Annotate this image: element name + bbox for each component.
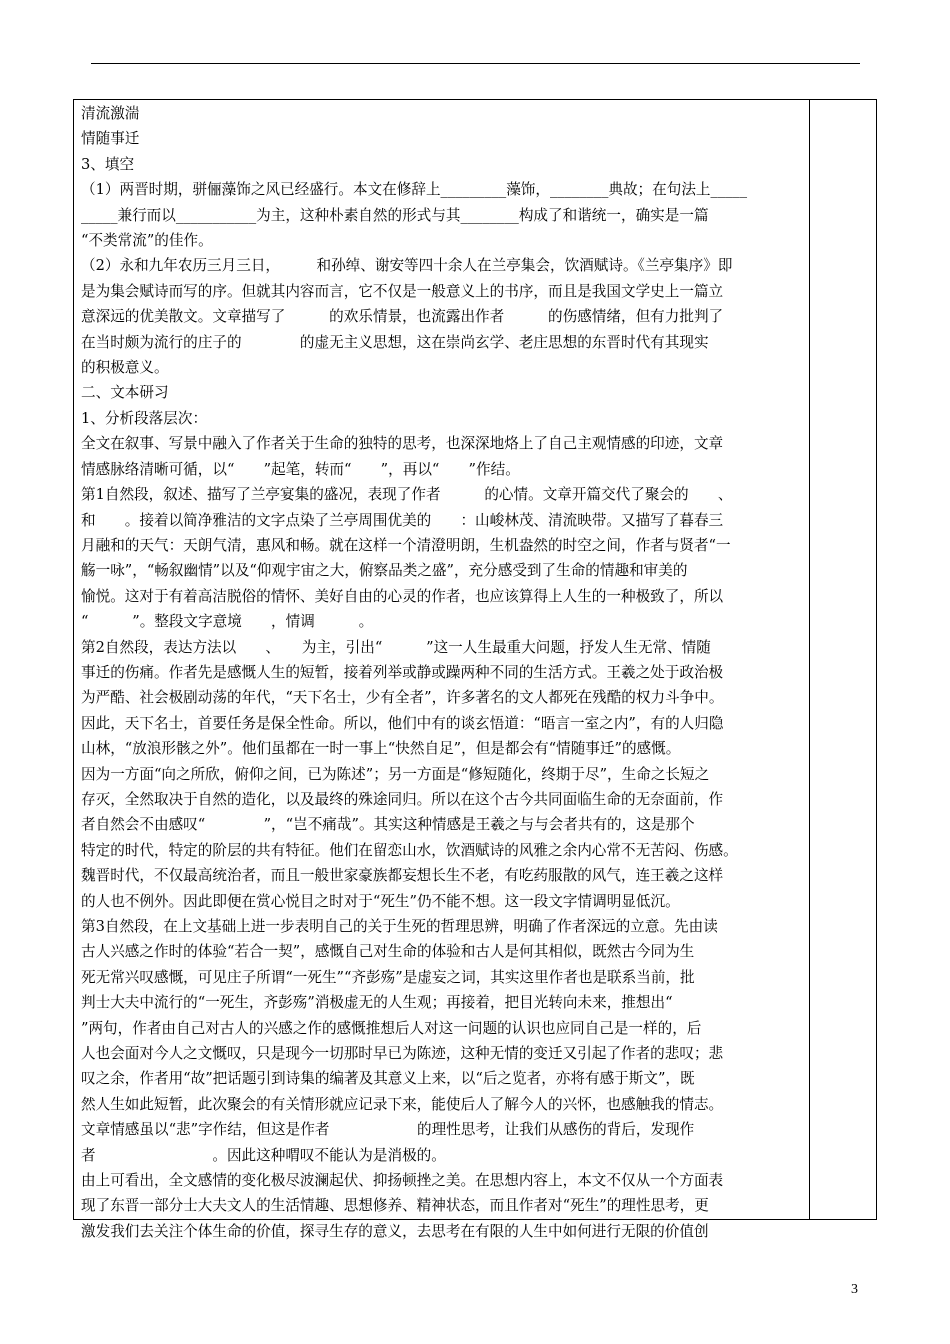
text-line: 因为一方面“向之所欣，俯仰之间，已为陈述”；另一方面是“修短随化，终期于尽”，生命之长短之 — [81, 765, 710, 783]
text-line: 山林，“放浪形骸之外”。他们虽都在一时一事上“快然自足”，但是都会有“情随事迁”的感慨。 — [81, 740, 681, 758]
text-line: 为严酷、社会极剧动荡的年代，“天下名士，少有全者”，许多著名的文人都死在残酷的权力斗争中。 — [81, 689, 724, 707]
text-line: 意深远的优美散文。文章描写了 的欢乐情景，也流露出作者 的伤感情绪，但有力批判了 — [81, 308, 724, 326]
text-line: 古人兴感之作时的体验“若合一契”，感慨自己对生命的体验和古人是何其相似，既然古今同为生 — [81, 943, 695, 961]
text-line: 者 。因此这种喟叹不能认为是消极的。 — [81, 1146, 446, 1164]
text-line: 全文在叙事、写景中融入了作者关于生命的独特的思考，也深深地烙上了自己主观情感的印迹，文章 — [81, 435, 724, 453]
header-rule — [91, 63, 860, 64]
text-line: 魏晋时代，不仅最高统治者，而且一般世家豪族都妄想长生不老，有吃药服散的风气，连王羲之这样 — [81, 867, 724, 885]
text-line: 存灭，全然取决于自然的造化，以及最终的殊途同归。所以在这个古今共同面临生命的无奈面前，作 — [81, 790, 724, 808]
text-line: （2）永和九年农历三月三日， 和孙绰、谢安等四十余人在兰亭集会，饮酒赋诗。《兰亭集序》即 — [81, 257, 733, 275]
text-line: 事迁的伤痛。作者先是感慨人生的短暂，接着列举或静或躁两种不同的生活方式。王羲之处于政治极 — [81, 663, 724, 681]
text-line: 现了东晋一部分士大夫文人的生活情趣、思想修养、精神状态，而且作者对“死生”的理性思考，更 — [81, 1197, 709, 1215]
text-line: 情感脉络清晰可循，以“ ”起笔，转而“ ”，再以“ ”作结。 — [81, 460, 520, 478]
text-line: 情随事迁 — [81, 130, 140, 148]
text-line: 二、文本研习 — [81, 384, 169, 402]
text-line: 1、分析段落层次： — [81, 409, 208, 427]
table-column-divider — [809, 99, 810, 1220]
text-line: 者自然会不由感叹“ ”，“岂不痛哉”。其实这种情感是王羲之与与会者共有的，这是那个 — [81, 816, 695, 834]
text-line: 第2自然段，表达方法以 、 为主，引出“ ”这一人生最重大问题，抒发人生无常、情随 — [81, 638, 711, 656]
text-line: 第3自然段，在上文基础上进一步表明自己的关于生死的哲理思辨，明确了作者深远的立意。先由读 — [81, 918, 718, 935]
text-line: 叹之余，作者用“故”把话题引到诗集的编著及其意义上来，以“后之览者，亦将有感于斯文”，既 — [81, 1070, 695, 1088]
text-line: 月融和的天气：天朗气清，惠风和畅。就在这样一个清澄明朗，生机盎然的时空之间，作者与贤者“一 — [81, 536, 731, 554]
text-line: 是为集会赋诗而写的序。但就其内容而言，它不仅是一般意义上的书序，而且是我国文学史上一篇立 — [81, 282, 724, 300]
text-line: 判士大夫中流行的“一死生，齐彭殇”消极虚无的人生观；再接着，把目光转向未来，推想出“ — [81, 994, 673, 1012]
text-line: 3、填空 — [81, 155, 135, 173]
text-line: _____兼行而以___________为主，这种朴素自然的形式与其________构成了和谐统一，确实是一篇 — [81, 206, 709, 224]
text-line: 第1自然段，叙述、描写了兰亭宴集的盛况，表现了作者 的心情。文章开篇交代了聚会的 、 — [81, 486, 733, 504]
text-line: 的积极意义。 — [81, 359, 169, 377]
text-line: 然人生如此短暂，此次聚会的有关情形就应记录下来，能使后人了解今人的兴怀，也感触我的情志。 — [81, 1095, 724, 1113]
text-line: 人也会面对今人之文慨叹，只是现今一切那时早已为陈迹，这种无情的变迁又引起了作者的悲叹；悲 — [81, 1045, 724, 1063]
text-line: 觞一咏”，“畅叙幽情”以及“仰观宇宙之大，俯察品类之盛”，充分感受到了生命的情趣和审美的 — [81, 562, 688, 580]
text-line: ”两句，作者由自己对古人的兴感之作的感慨推想后人对这一问题的认识也应同自己是一样的，后 — [81, 1019, 702, 1037]
document-body — [81, 101, 803, 1244]
text-line: 清流激湍 — [81, 105, 140, 122]
text-line: 由上可看出，全文感情的变化极尽波澜起伏、抑扬顿挫之美。在思想内容上，本文不仅从一个方面表 — [81, 1172, 724, 1190]
text-line: 文章情感虽以“悲”字作结，但这是作者 的理性思考，让我们从感伤的背后，发现作 — [81, 1121, 695, 1139]
text-line: 的人也不例外。因此即便在赏心悦目之时对于“死生”仍不能不想。这一段文字情调明显低沉。 — [81, 892, 680, 910]
text-line: “不类常流”的佳作。 — [81, 232, 213, 250]
text-line: “ ”。整段文字意境 ，情调 。 — [81, 613, 374, 631]
text-line: 愉悦。这对于有着高洁脱俗的情怀、美好自由的心灵的作者，也应该算得上人生的一种极致了，所以 — [81, 587, 724, 605]
text-line: 激发我们去关注个体生命的价值，探寻生存的意义，去思考在有限的人生中如何进行无限的价值创 — [81, 1222, 709, 1240]
text-line: 和 。接着以简净雅洁的文字点染了兰亭周围优美的 ：山峻林茂、清流映带。又描写了暮春三 — [81, 511, 724, 529]
text-line: 特定的时代，特定的阶层的共有特征。他们在留恋山水，饮酒赋诗的风雅之余内心常不无苦闷、伤感。 — [81, 841, 738, 859]
text-line: 死无常兴叹感慨，可见庄子所谓“一死生”“齐彭殇”是虚妄之词，其实这里作者也是联系当前，批 — [81, 968, 695, 986]
text-line: （1）两晋时期，骈俪藻饰之风已经盛行。本文在修辞上_________藻饰，________典故；在句法上_____ — [81, 181, 748, 199]
text-line: 因此，天下名士，首要任务是保全性命。所以，他们中有的谈玄悟道：“晤言一室之内”，有的人归隐 — [81, 714, 724, 732]
text-line: 在当时颇为流行的庄子的 的虚无主义思想，这在崇尚玄学、老庄思想的东晋时代有其现实 — [81, 333, 709, 351]
page-number: 3 — [851, 1282, 858, 1297]
